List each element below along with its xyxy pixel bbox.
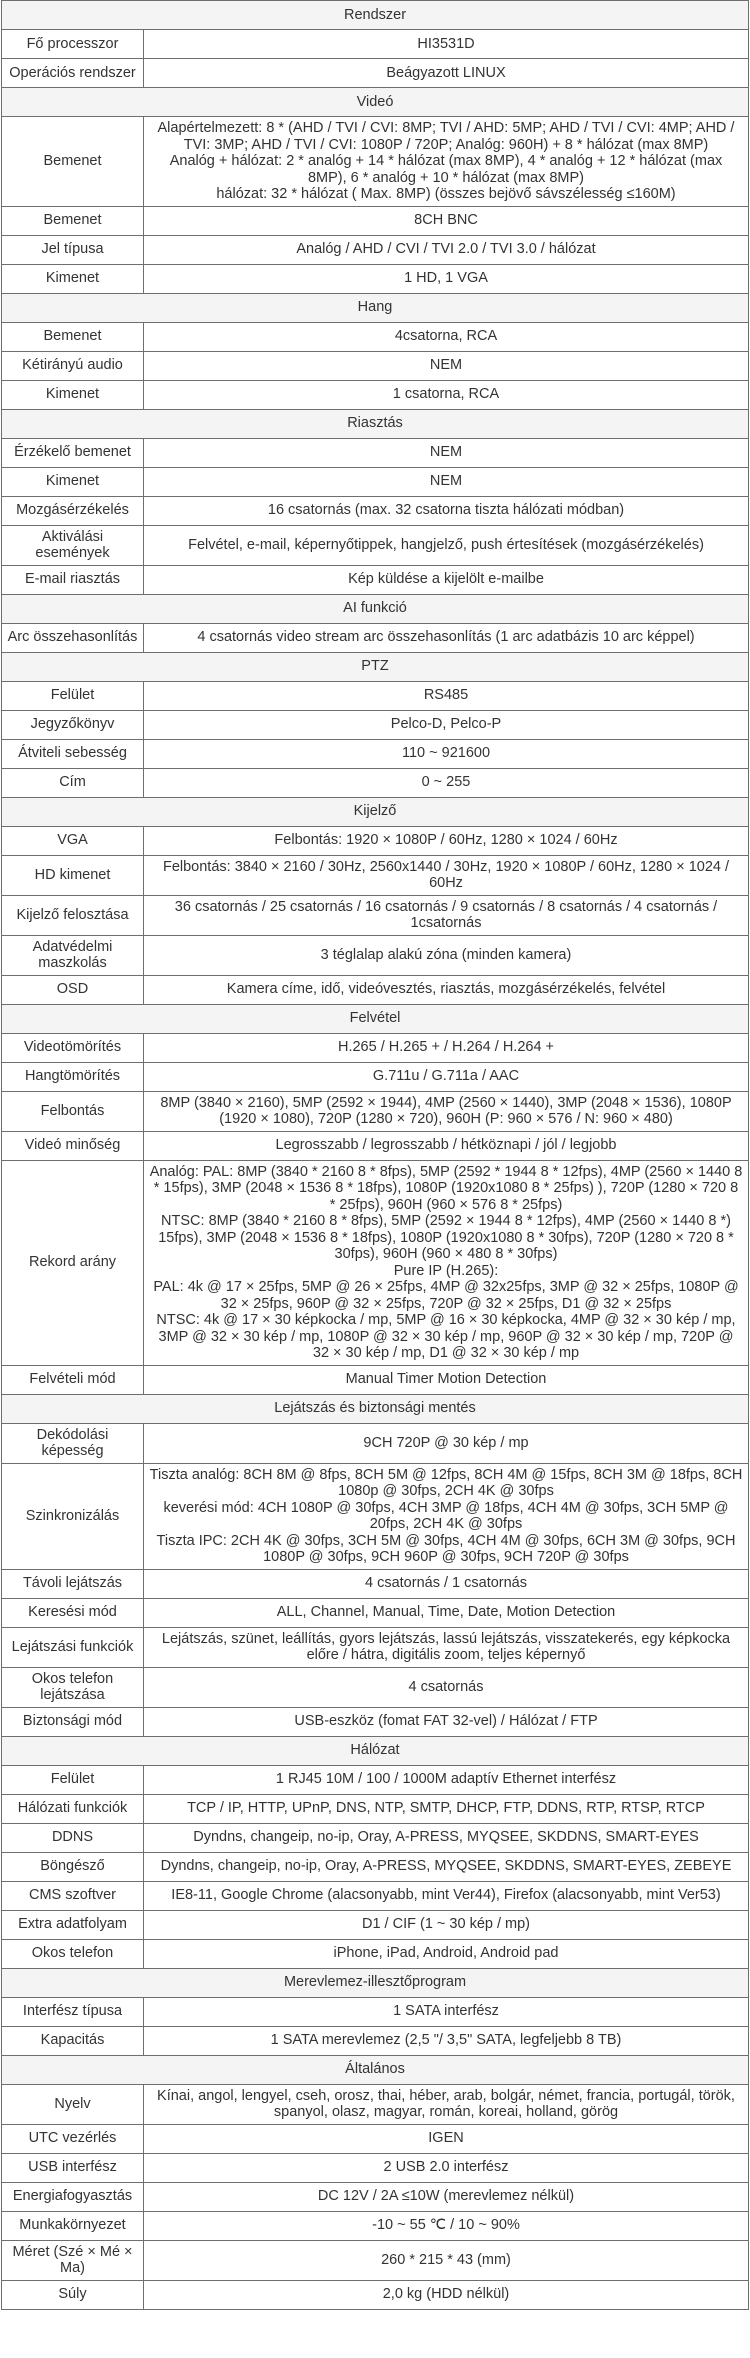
spec-value: iPhone, iPad, Android, Android pad (144, 1939, 749, 1968)
spec-value: Dyndns, changeip, no-ip, Oray, A-PRESS, MYQSEE, SKDDNS, SMART-EYES (144, 1823, 749, 1852)
spec-value: 1 SATA merevlemez (2,5 "/ 3,5" SATA, legfeljebb 8 TB) (144, 2026, 749, 2055)
spec-row (2, 565, 749, 594)
spec-row (2, 30, 749, 59)
spec-row (2, 1852, 749, 1881)
spec-value: Felvétel, e-mail, képernyőtippek, hangjelző, push értesítések (mozgásérzékelés) (144, 525, 749, 565)
spec-label: Bemenet (2, 117, 144, 207)
spec-label: Arc összehasonlítás (2, 623, 144, 652)
spec-row (2, 2026, 749, 2055)
spec-label: Biztonsági mód (2, 1707, 144, 1736)
spec-value: USB-eszköz (fomat FAT 32-vel) / Hálózat / FTP (144, 1707, 749, 1736)
spec-table (1, 0, 749, 2310)
spec-row (2, 59, 749, 88)
spec-value: 1 HD, 1 VGA (144, 264, 749, 293)
spec-row (2, 681, 749, 710)
spec-value: DC 12V / 2A ≤10W (merevlemez nélkül) (144, 2182, 749, 2211)
spec-value: NEM (144, 438, 749, 467)
section-title-riasztas: Riasztás (2, 409, 749, 438)
spec-label: Munkakörnyezet (2, 2211, 144, 2240)
spec-value: H.265 / H.265 + / H.264 / H.264 + (144, 1033, 749, 1062)
spec-label: Dekódolási képesség (2, 1423, 144, 1463)
section-title-lejatszas-es-biztonsagi-mentes: Lejátszás és biztonsági mentés (2, 1394, 749, 1423)
spec-label: Kimenet (2, 380, 144, 409)
spec-label: USB interfész (2, 2153, 144, 2182)
spec-value: Pelco-D, Pelco-P (144, 710, 749, 739)
spec-label: Cím (2, 768, 144, 797)
spec-label: Jegyzőkönyv (2, 710, 144, 739)
section-header-row (2, 652, 749, 681)
spec-row (2, 264, 749, 293)
spec-row (2, 2084, 749, 2124)
spec-value: 3 téglalap alakú zóna (minden kamera) (144, 935, 749, 975)
spec-row (2, 1062, 749, 1091)
spec-row (2, 2240, 749, 2280)
spec-value: RS485 (144, 681, 749, 710)
spec-value: 1 SATA interfész (144, 1997, 749, 2026)
spec-value: 4csatorna, RCA (144, 322, 749, 351)
spec-row (2, 975, 749, 1004)
spec-label: Szinkronizálás (2, 1463, 144, 1569)
spec-row (2, 1131, 749, 1160)
spec-label: Méret (Szé × Mé × Ma) (2, 2240, 144, 2280)
section-title-halozat: Hálózat (2, 1736, 749, 1765)
section-header-row (2, 409, 749, 438)
spec-label: Felbontás (2, 1091, 144, 1131)
section-header-row (2, 293, 749, 322)
spec-row (2, 1091, 749, 1131)
spec-label: Rekord arány (2, 1160, 144, 1365)
spec-label: Érzékelő bemenet (2, 438, 144, 467)
spec-label: Távoli lejátszás (2, 1569, 144, 1598)
spec-label: Mozgásérzékelés (2, 496, 144, 525)
spec-row (2, 2182, 749, 2211)
spec-row (2, 2153, 749, 2182)
section-header-row (2, 88, 749, 117)
spec-value: 4 csatornás / 1 csatornás (144, 1569, 749, 1598)
spec-row (2, 525, 749, 565)
spec-label: E-mail riasztás (2, 565, 144, 594)
spec-label: Fő processzor (2, 30, 144, 59)
section-title-ptz: PTZ (2, 652, 749, 681)
spec-row (2, 1910, 749, 1939)
spec-value: 2,0 kg (HDD nélkül) (144, 2280, 749, 2309)
spec-value: Tiszta analóg: 8CH 8M @ 8fps, 8CH 5M @ 12fps, 8CH 4M @ 15fps, 8CH 3M @ 18fps, 8CH 1080p @ 30fps, 2CH 4K @ 30fps keverési mód: 4CH 1080P @ 30fps, 4CH 3MP @ 18fps, 4CH 4M @ 30fps, 3CH 5MP @ 20fps, 2CH 4K @ 30fps Tiszta IPC: 2CH 4K @ 30fps, 3CH 5M @ 30fps, 4CH 4M @ 30fps, 6CH 3M @ 30fps, 9CH 1080P @ 30fps, 9CH 960P @ 30fps, 9CH 720P @ 30fps (144, 1463, 749, 1569)
spec-label: Felvételi mód (2, 1365, 144, 1394)
section-header-row (2, 1, 749, 30)
spec-row (2, 710, 749, 739)
spec-row (2, 1939, 749, 1968)
spec-row (2, 1569, 749, 1598)
section-title-video: Videó (2, 88, 749, 117)
spec-value: 8MP (3840 × 2160), 5MP (2592 × 1944), 4MP (2560 × 1440), 3MP (2048 × 1536), 1080P (1920 × 1080), 720P (1280 × 720), 960H (P: 960 × 576 / N: 960 × 480) (144, 1091, 749, 1131)
spec-value: 8CH BNC (144, 206, 749, 235)
spec-row (2, 206, 749, 235)
spec-value: 1 csatorna, RCA (144, 380, 749, 409)
spec-value: Manual Timer Motion Detection (144, 1365, 749, 1394)
spec-value: Beágyazott LINUX (144, 59, 749, 88)
spec-row (2, 1160, 749, 1365)
spec-label: Energiafogyasztás (2, 2182, 144, 2211)
spec-row (2, 1667, 749, 1707)
spec-label: Keresési mód (2, 1598, 144, 1627)
spec-row (2, 322, 749, 351)
spec-label: Bemenet (2, 322, 144, 351)
spec-row (2, 1881, 749, 1910)
spec-label: Okos telefon lejátszása (2, 1667, 144, 1707)
spec-row (2, 855, 749, 895)
spec-row (2, 1423, 749, 1463)
section-title-merevlemez-illesztoprogram: Merevlemez-illesztőprogram (2, 1968, 749, 1997)
spec-value: IE8-11, Google Chrome (alacsonyabb, mint Ver44), Firefox (alacsonyabb, mint Ver53) (144, 1881, 749, 1910)
section-header-row (2, 1004, 749, 1033)
section-title-altalanos: Általános (2, 2055, 749, 2084)
spec-row (2, 1823, 749, 1852)
spec-label: DDNS (2, 1823, 144, 1852)
spec-row (2, 1627, 749, 1667)
spec-label: VGA (2, 826, 144, 855)
spec-row (2, 1365, 749, 1394)
spec-value: Felbontás: 1920 × 1080P / 60Hz, 1280 × 1024 / 60Hz (144, 826, 749, 855)
spec-value: TCP / IP, HTTP, UPnP, DNS, NTP, SMTP, DHCP, FTP, DDNS, RTP, RTSP, RTCP (144, 1794, 749, 1823)
spec-row (2, 1598, 749, 1627)
spec-label: Extra adatfolyam (2, 1910, 144, 1939)
spec-value: D1 / CIF (1 ~ 30 kép / mp) (144, 1910, 749, 1939)
spec-label: UTC vezérlés (2, 2124, 144, 2153)
section-header-row (2, 594, 749, 623)
spec-value: 110 ~ 921600 (144, 739, 749, 768)
spec-row (2, 1997, 749, 2026)
spec-label: HD kimenet (2, 855, 144, 895)
spec-label: Operációs rendszer (2, 59, 144, 88)
spec-value: NEM (144, 467, 749, 496)
spec-value: 36 csatornás / 25 csatornás / 16 csatornás / 9 csatornás / 8 csatornás / 4 csatornás / 1csatornás (144, 895, 749, 935)
spec-label: Jel típusa (2, 235, 144, 264)
spec-row (2, 380, 749, 409)
section-title-ai-funkcio: AI funkció (2, 594, 749, 623)
spec-value: 16 csatornás (max. 32 csatorna tiszta hálózati módban) (144, 496, 749, 525)
spec-row (2, 438, 749, 467)
spec-label: Bemenet (2, 206, 144, 235)
spec-row (2, 826, 749, 855)
spec-value: 2 USB 2.0 interfész (144, 2153, 749, 2182)
spec-row (2, 768, 749, 797)
spec-label: Videó minőség (2, 1131, 144, 1160)
spec-row (2, 895, 749, 935)
spec-value: Alapértelmezett: 8 * (AHD / TVI / CVI: 8MP; TVI / AHD: 5MP; AHD / TVI / CVI: 4MP; AHD / TVI: 3MP; AHD / TVI / CVI: 1080P / 720P; Analóg: 960H) + 8 * hálózat (max 8MP) Analóg + hálózat: 2 * analóg + 14 * hálózat (max 8MP), 4 * analóg + 12 * hálózat (max 8MP), 6 * analóg + 10 * hálózat (max 8MP) hálózat: 32 * hálózat ( Max. 8MP) (összes bejövő sávszélesség ≤160M) (144, 117, 749, 207)
section-header-row (2, 797, 749, 826)
spec-value: G.711u / G.711a / AAC (144, 1062, 749, 1091)
spec-label: Kimenet (2, 264, 144, 293)
spec-table-body (2, 1, 749, 2310)
spec-label: Hálózati funkciók (2, 1794, 144, 1823)
spec-row (2, 496, 749, 525)
spec-value: Dyndns, changeip, no-ip, Oray, A-PRESS, MYQSEE, SKDDNS, SMART-EYES, ZEBEYE (144, 1852, 749, 1881)
spec-row (2, 623, 749, 652)
spec-value: Kamera címe, idő, videóvesztés, riasztás, mozgásérzékelés, felvétel (144, 975, 749, 1004)
spec-label: Adatvédelmi maszkolás (2, 935, 144, 975)
spec-row (2, 1463, 749, 1569)
spec-label: Aktiválási események (2, 525, 144, 565)
spec-label: Kijelző felosztása (2, 895, 144, 935)
spec-row (2, 935, 749, 975)
spec-value: 0 ~ 255 (144, 768, 749, 797)
spec-row (2, 2280, 749, 2309)
spec-label: Kapacitás (2, 2026, 144, 2055)
spec-value: IGEN (144, 2124, 749, 2153)
spec-row (2, 739, 749, 768)
spec-value: 4 csatornás (144, 1667, 749, 1707)
spec-label: Kétirányú audio (2, 351, 144, 380)
spec-label: Felület (2, 1765, 144, 1794)
section-title-kijelzo: Kijelző (2, 797, 749, 826)
spec-row (2, 351, 749, 380)
spec-value: Analóg: PAL: 8MP (3840 * 2160 8 * 8fps), 5MP (2592 * 1944 8 * 12fps), 4MP (2560 × 1440 8 * 15fps), 3MP (2048 × 1536 8 * 18fps), 1080P (1920x1080 8 * 25fps) ), 720P (1280 × 720 8 * 25fps), 960H (960 × 576 8 * 25fps) NTSC: 8MP (3840 * 2160 8 * 8fps), 5MP (2592 × 1944 8 * 12fps), 4MP (2560 × 1440 8 *) 15fps), 3MP (2048 × 1536 8 * 18fps), 1080P (1920x1080 8 * 30fps), 720P (1280 × 720 8 * 30fps), 960H (960 × 480 8 * 30fps) Pure IP (H.265): PAL: 4k @ 17 × 25fps, 5MP @ 26 × 25fps, 4MP @ 32x25fps, 3MP @ 32 × 25fps, 1080P @ 32 × 25fps, 960P @ 32 × 25fps, 720P @ 32 × 25fps, D1 @ 32 × 25fps NTSC: 4k @ 17 × 30 képkocka / mp, 5MP @ 16 × 30 képkocka, 4MP @ 32 × 30 kép / mp, 3MP @ 32 × 30 kép / mp, 1080P @ 32 × 30 kép / mp, 960P @ 32 × 30 kép / mp, 720P @ 32 × 30 kép / mp, D1 @ 32 × 30 kép / mp (144, 1160, 749, 1365)
spec-row (2, 467, 749, 496)
spec-label: OSD (2, 975, 144, 1004)
section-header-row (2, 1968, 749, 1997)
section-header-row (2, 1736, 749, 1765)
spec-row (2, 1707, 749, 1736)
spec-label: Kimenet (2, 467, 144, 496)
spec-label: Videotömörítés (2, 1033, 144, 1062)
spec-label: Súly (2, 2280, 144, 2309)
spec-row (2, 1794, 749, 1823)
spec-value: Kínai, angol, lengyel, cseh, orosz, thai, héber, arab, bolgár, német, francia, portugál, török, spanyol, olasz, magyar, román, koreai, holland, görög (144, 2084, 749, 2124)
spec-label: Böngésző (2, 1852, 144, 1881)
spec-label: Hangtömörítés (2, 1062, 144, 1091)
section-header-row (2, 2055, 749, 2084)
spec-label: Interfész típusa (2, 1997, 144, 2026)
spec-row (2, 2211, 749, 2240)
spec-row (2, 2124, 749, 2153)
spec-value: Legrosszabb / legrosszabb / hétköznapi / jól / legjobb (144, 1131, 749, 1160)
spec-label: Nyelv (2, 2084, 144, 2124)
spec-row (2, 235, 749, 264)
spec-label: CMS szoftver (2, 1881, 144, 1910)
spec-value: ALL, Channel, Manual, Time, Date, Motion Detection (144, 1598, 749, 1627)
spec-value: 4 csatornás video stream arc összehasonlítás (1 arc adatbázis 10 arc képpel) (144, 623, 749, 652)
spec-value: Lejátszás, szünet, leállítás, gyors lejátszás, lassú lejátszás, visszatekerés, egy képkocka előre / hátra, digitális zoom, teljes képernyő (144, 1627, 749, 1667)
spec-label: Átviteli sebesség (2, 739, 144, 768)
spec-value: 9CH 720P @ 30 kép / mp (144, 1423, 749, 1463)
spec-value: HI3531D (144, 30, 749, 59)
spec-row (2, 1033, 749, 1062)
spec-value: 1 RJ45 10M / 100 / 1000M adaptív Ethernet interfész (144, 1765, 749, 1794)
spec-label: Felület (2, 681, 144, 710)
spec-value: Kép küldése a kijelölt e-mailbe (144, 565, 749, 594)
spec-value: Analóg / AHD / CVI / TVI 2.0 / TVI 3.0 / hálózat (144, 235, 749, 264)
spec-row (2, 117, 749, 207)
spec-value: NEM (144, 351, 749, 380)
spec-label: Lejátszási funkciók (2, 1627, 144, 1667)
spec-row (2, 1765, 749, 1794)
spec-label: Okos telefon (2, 1939, 144, 1968)
spec-value: 260 * 215 * 43 (mm) (144, 2240, 749, 2280)
section-header-row (2, 1394, 749, 1423)
spec-value: -10 ~ 55 ℃ / 10 ~ 90% (144, 2211, 749, 2240)
spec-value: Felbontás: 3840 × 2160 / 30Hz, 2560x1440 / 30Hz, 1920 × 1080P / 60Hz, 1280 × 1024 / 60Hz (144, 855, 749, 895)
section-title-hang: Hang (2, 293, 749, 322)
section-title-rendszer: Rendszer (2, 1, 749, 30)
section-title-felvetel: Felvétel (2, 1004, 749, 1033)
